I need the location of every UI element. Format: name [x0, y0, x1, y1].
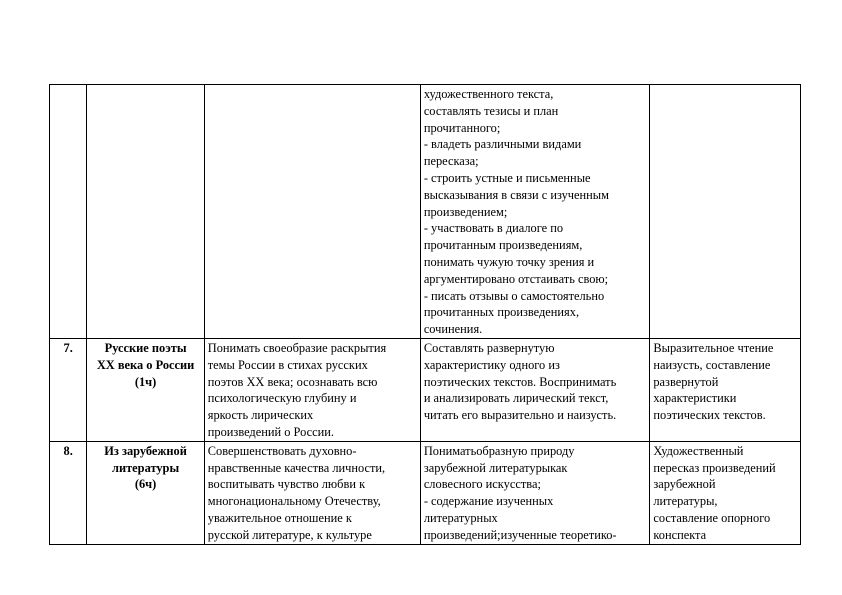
cell-text-line: аргументировано отстаивать свою;	[423, 271, 609, 286]
cell-text-line: Понимать своеобразие раскрытия	[207, 341, 387, 355]
cell-text-line: поэтических текстов.	[653, 408, 766, 423]
cell-text-line: - владеть различными видами	[423, 137, 582, 152]
cell-text-line: наизусть, составление	[653, 357, 771, 372]
row-number-cell	[50, 85, 87, 339]
cell-text-line: развернутой	[653, 374, 719, 389]
table-row	[50, 441, 801, 544]
row-number-cell	[50, 441, 87, 544]
section-cell	[87, 441, 204, 544]
cell-text-line: многонациональному Отечеству,	[207, 494, 381, 509]
cell-text-line: зарубежной литературыкак	[423, 460, 568, 475]
cell-text-line: - писать отзывы о самостоятельно	[423, 288, 605, 303]
cell-text-line: - содержание изученных	[423, 494, 554, 509]
cell-text-line: поэтов XX века; осознавать всю	[207, 374, 378, 389]
cell-text-line: литературы	[112, 460, 180, 475]
cell-text-line: психологическую глубину и	[207, 391, 357, 406]
cell-text-line: произведений;изученные теоретико-	[423, 527, 617, 542]
cell-text-line: понимать чужую точку зрения и	[423, 254, 595, 269]
cell-text-line: произведением;	[423, 204, 508, 219]
table-row	[50, 339, 801, 442]
cell-text-line: поэтических текстов. Воспринимать	[423, 374, 617, 389]
table-body	[50, 85, 801, 545]
cell-text-line: зарубежной	[653, 477, 716, 492]
cell-text-line: Совершенствовать духовно-	[207, 443, 357, 458]
cell-text-line: высказывания в связи с изученным	[423, 187, 609, 202]
cell-text-line: пересказа;	[423, 154, 479, 169]
cell-text-line: уважительное отношение к	[207, 510, 352, 525]
cell-text-line: - строить устные и письменные	[423, 170, 591, 185]
cell-text-line: характеристику одного из	[423, 357, 560, 372]
cell-text-line: составлять тезисы и план	[423, 103, 559, 118]
activities-cell	[650, 85, 801, 339]
cell-text-line: прочитанных произведениях,	[423, 305, 580, 320]
cell-text-line: - участвовать в диалоге по	[423, 221, 564, 236]
activities-cell	[650, 441, 801, 544]
cell-text-line: темы России в стихах русских	[207, 357, 368, 372]
cell-text-line: читать его выразительно и наизусть.	[423, 408, 617, 423]
cell-text-line: русской литературе, к культуре	[207, 527, 372, 542]
cell-text-line: Выразительное чтение	[653, 341, 774, 355]
cell-text-line: прочитанным произведениям,	[423, 238, 583, 253]
cell-text-line: Из зарубежной	[104, 443, 187, 458]
cell-text-line: Художественный	[653, 443, 744, 458]
cell-text-line: Пониматьобразную природу	[423, 443, 575, 458]
cell-text-line: произведений о России.	[207, 424, 334, 439]
cell-text-line: характеристики	[653, 391, 737, 406]
cell-text-line: (1ч)	[134, 374, 157, 389]
curriculum-table	[49, 84, 801, 545]
cell-text-line: пересказ произведений	[653, 460, 776, 475]
content-cell	[204, 441, 420, 544]
section-cell	[87, 339, 204, 442]
cell-text-line: составление опорного	[653, 510, 771, 525]
cell-text-line: Русские поэты	[104, 341, 187, 355]
skills-cell	[420, 85, 650, 339]
cell-text-line: и анализировать лирический текст,	[423, 391, 609, 406]
cell-text-line: литературы,	[653, 494, 718, 509]
skills-cell	[420, 441, 650, 544]
row-number: 8.	[63, 443, 73, 458]
content-cell	[204, 339, 420, 442]
cell-text-line: воспитывать чувство любви к	[207, 477, 366, 492]
table-row	[50, 85, 801, 339]
cell-text-line: (6ч)	[134, 477, 157, 492]
cell-text-line: Составлять развернутую	[423, 341, 555, 355]
activities-cell	[650, 339, 801, 442]
cell-text-line: прочитанного;	[423, 120, 501, 135]
cell-text-line: конспекта	[653, 527, 707, 542]
section-cell	[87, 85, 204, 339]
cell-text-line: литературных	[423, 510, 498, 525]
row-number: 7.	[63, 341, 73, 355]
cell-text-line: художественного текста,	[423, 87, 554, 101]
cell-text-line: сочинения.	[423, 322, 483, 337]
cell-text-line: словесного искусства;	[423, 477, 541, 492]
cell-text-line: XX века о России	[96, 357, 195, 372]
row-number-cell	[50, 339, 87, 442]
cell-text-line: яркость лирических	[207, 408, 314, 423]
skills-cell	[420, 339, 650, 442]
cell-text-line: нравственные качества личности,	[207, 460, 386, 475]
content-cell	[204, 85, 420, 339]
